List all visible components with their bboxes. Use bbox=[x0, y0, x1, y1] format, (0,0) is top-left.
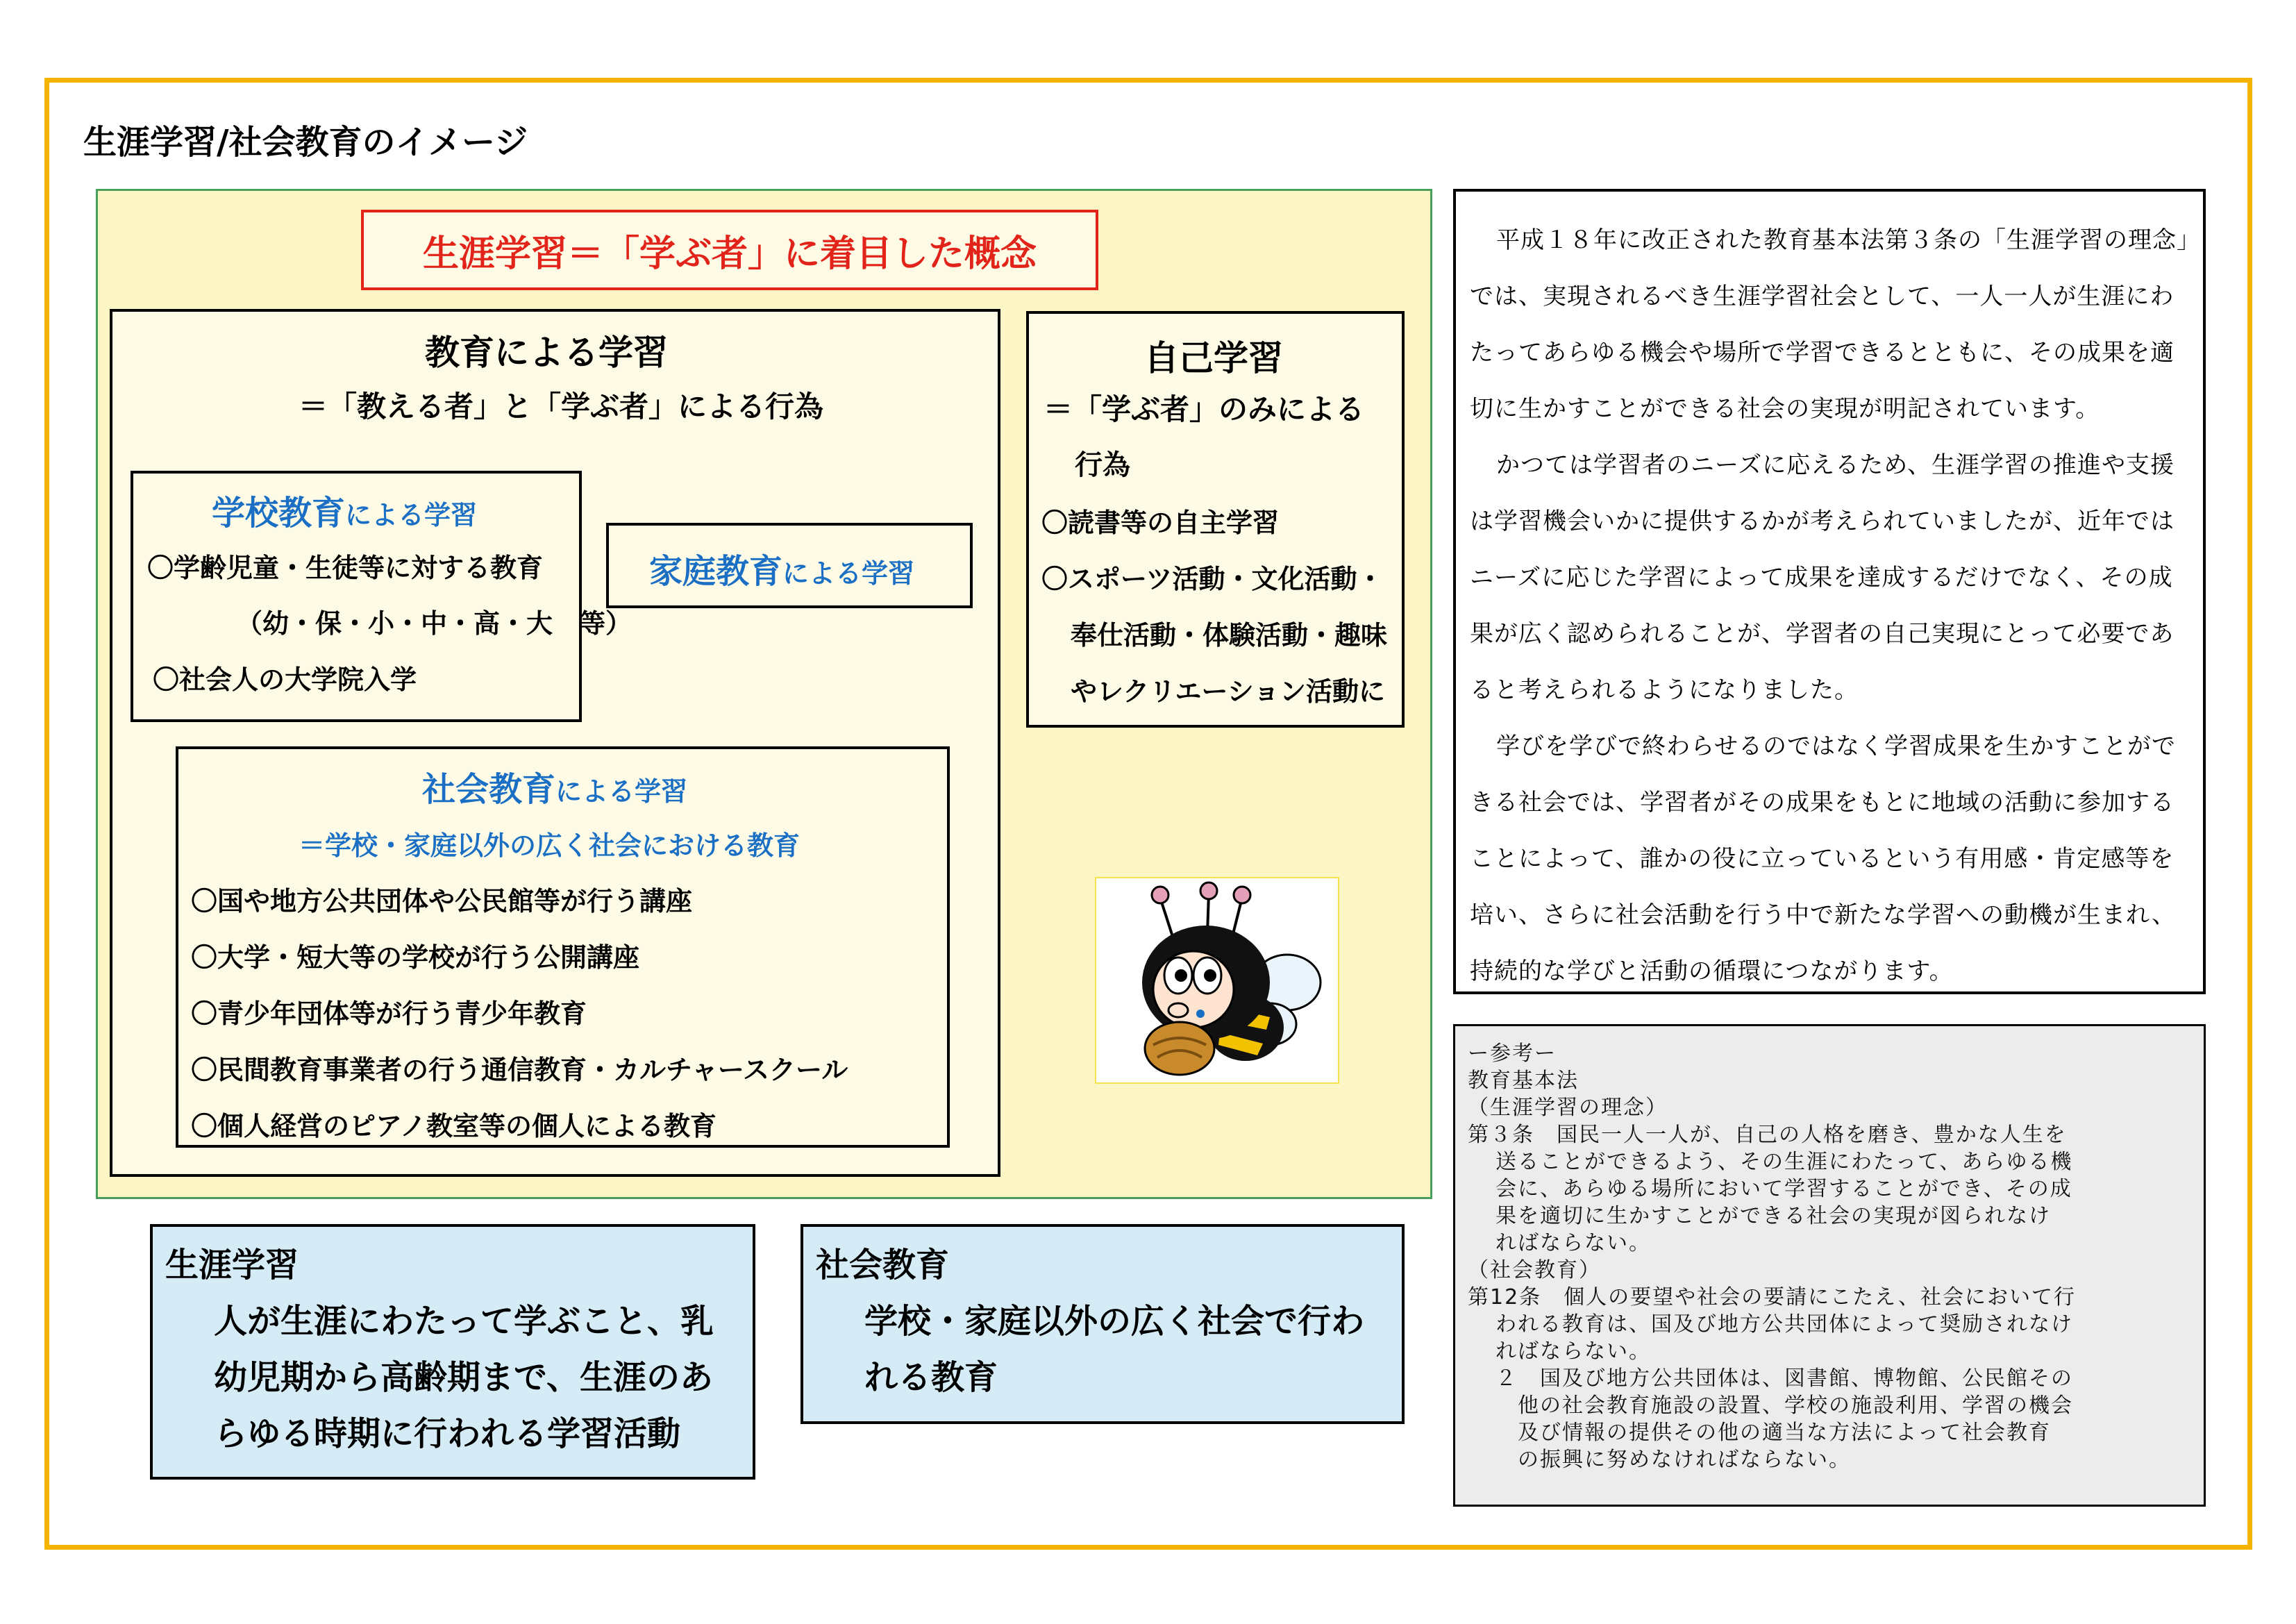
social-definition-line-1: 学校・家庭以外の広く社会で行わ bbox=[864, 1302, 1365, 1341]
self-learning-line-6: やレクリエーション活動に bbox=[1071, 676, 1385, 707]
self-learning-line-1: ＝「学ぶ者」のみによる bbox=[1044, 392, 1365, 426]
school-education-suffix: による学習 bbox=[345, 500, 478, 530]
school-item-3: 〇社会人の大学院入学 bbox=[153, 664, 417, 695]
reference-line-5: 送ることができるよう、その生涯にわたって、あらゆる機 bbox=[1495, 1150, 2073, 1174]
bee-mascot-frame bbox=[1095, 877, 1339, 1084]
social-education-subtitle: ＝学校・家庭以外の広く社会における教育 bbox=[299, 830, 801, 861]
reference-line-2: 教育基本法 bbox=[1468, 1069, 1579, 1093]
explanation-line-10: 学びを学びで終わらせるのではなく学習成果を生かすことがで bbox=[1496, 733, 2176, 760]
reference-line-16: の振興に努めなければならない。 bbox=[1518, 1448, 1851, 1472]
concept-label: 生涯学習＝「学ぶ者」に着目した概念 bbox=[361, 210, 1098, 290]
explanation-line-7: ニーズに応じた学習によって成果を達成するだけでなく、その成 bbox=[1470, 564, 2173, 592]
social-item-4: 〇民間教育事業者の行う通信教育・カルチャースクール bbox=[191, 1055, 848, 1085]
page-title: 生涯学習/社会教育のイメージ bbox=[83, 123, 528, 162]
school-item-1: 〇学齢児童・生徒等に対する教育 bbox=[147, 553, 544, 583]
explanation-line-5: かつては学習者のニーズに応えるため、生涯学習の推進や支援 bbox=[1496, 451, 2175, 479]
reference-line-15: 及び情報の提供その他の適当な方法によって社会教育 bbox=[1518, 1421, 2051, 1445]
reference-line-13: ２ 国及び地方公共団体は、図書館、博物館、公民館その bbox=[1495, 1366, 2073, 1391]
self-learning-line-5: 奉仕活動・体験活動・趣味 bbox=[1071, 620, 1388, 651]
explanation-line-8: 果が広く認められることが、学習者の自己実現にとって必要であ bbox=[1470, 620, 2175, 648]
reference-line-14: 他の社会教育施設の設置、学校の施設利用、学習の機会 bbox=[1518, 1393, 2073, 1418]
reference-line-9: （社会教育） bbox=[1468, 1258, 1601, 1282]
social-item-2: 〇大学・短大等の学校が行う公開講座 bbox=[191, 942, 640, 973]
explanation-line-2: では、実現されるべき生涯学習社会として、一人一人が生涯にわ bbox=[1470, 283, 2175, 310]
explanation-line-6: は学習機会いかに提供するかが考えられていましたが、近年では bbox=[1470, 508, 2175, 535]
explanation-line-14: 持続的な学びと活動の循環につながります。 bbox=[1470, 957, 1954, 985]
explanation-line-11: きる社会では、学習者がその成果をもとに地域の活動に参加する bbox=[1470, 789, 2175, 817]
social-education-suffix: による学習 bbox=[555, 776, 688, 807]
explanation-line-9: ると考えられるようになりました。 bbox=[1470, 676, 1859, 704]
self-learning-line-4: 〇スポーツ活動・文化活動・ bbox=[1041, 564, 1384, 594]
social-item-1: 〇国や地方公共団体や公民館等が行う講座 bbox=[191, 886, 693, 916]
home-education-main: 家庭教育 bbox=[649, 552, 783, 591]
reference-line-12: ればならない。 bbox=[1495, 1339, 1651, 1364]
reference-line-8: ればならない。 bbox=[1495, 1231, 1651, 1255]
bee-mascot-icon bbox=[1096, 878, 1338, 1082]
reference-line-1: ー参考ー bbox=[1468, 1041, 1557, 1066]
explanation-line-13: 培い、さらに社会活動を行う中で新たな学習への動機が生まれ、 bbox=[1470, 901, 2177, 929]
school-education-title bbox=[212, 486, 477, 534]
social-education-title bbox=[422, 762, 687, 810]
explanation-line-3: たってあらゆる機会や場所で学習できるとともに、その成果を適 bbox=[1470, 339, 2175, 367]
home-education-suffix: による学習 bbox=[782, 558, 915, 589]
lifelong-definition-line-2: 幼児期から高齢期まで、生涯のあ bbox=[214, 1358, 714, 1397]
lifelong-definition-title: 生涯学習 bbox=[165, 1246, 299, 1284]
social-definition-title: 社会教育 bbox=[816, 1246, 950, 1284]
explanation-line-4: 切に生かすことができる社会の実現が明記されています。 bbox=[1470, 395, 2100, 423]
reference-line-4: 第３条 国民一人一人が、自己の人格を磨き、豊かな人生を bbox=[1468, 1123, 2067, 1147]
reference-line-6: 会に、あらゆる場所において学習することができ、その成 bbox=[1495, 1177, 2072, 1201]
lifelong-definition-line-1: 人が生涯にわたって学ぶこと、乳 bbox=[214, 1302, 714, 1341]
explanation-line-12: ことによって、誰かの役に立っているという有用感・肯定感等を bbox=[1470, 845, 2175, 873]
school-education-main: 学校教育 bbox=[212, 494, 346, 533]
explanation-line-1: 平成１８年に改正された教育基本法第３条の「生涯学習の理念」 bbox=[1496, 226, 2201, 254]
education-subtitle: ＝「教える者」と「学ぶ者」による行為 bbox=[299, 390, 824, 424]
reference-line-10: 第12条 個人の要望や社会の要請にこたえ、社会において行 bbox=[1468, 1285, 2076, 1309]
school-item-2: （幼・保・小・中・高・大 等） bbox=[236, 608, 632, 639]
home-education-title bbox=[649, 544, 914, 592]
education-title: 教育による学習 bbox=[425, 333, 668, 373]
social-definition-line-2: れる教育 bbox=[864, 1358, 998, 1397]
social-education-main: 社会教育 bbox=[422, 770, 556, 809]
explanation-panel bbox=[1453, 189, 2206, 994]
reference-line-3: （生涯学習の理念） bbox=[1468, 1096, 1668, 1120]
self-learning-line-2: 行為 bbox=[1075, 449, 1130, 481]
self-learning-line-3: 〇読書等の自主学習 bbox=[1041, 508, 1280, 538]
reference-line-11: われる教育は、国及び地方公共団体によって奨励されなけ bbox=[1495, 1312, 2073, 1337]
reference-panel bbox=[1453, 1024, 2206, 1507]
social-item-3: 〇青少年団体等が行う青少年教育 bbox=[191, 998, 587, 1029]
lifelong-definition-line-3: らゆる時期に行われる学習活動 bbox=[214, 1414, 681, 1453]
reference-line-7: 果を適切に生かすことができる社会の実現が図られなけ bbox=[1495, 1204, 2051, 1228]
social-item-5: 〇個人経営のピアノ教室等の個人による教育 bbox=[191, 1111, 717, 1141]
self-learning-title: 自己学習 bbox=[1144, 338, 1283, 378]
